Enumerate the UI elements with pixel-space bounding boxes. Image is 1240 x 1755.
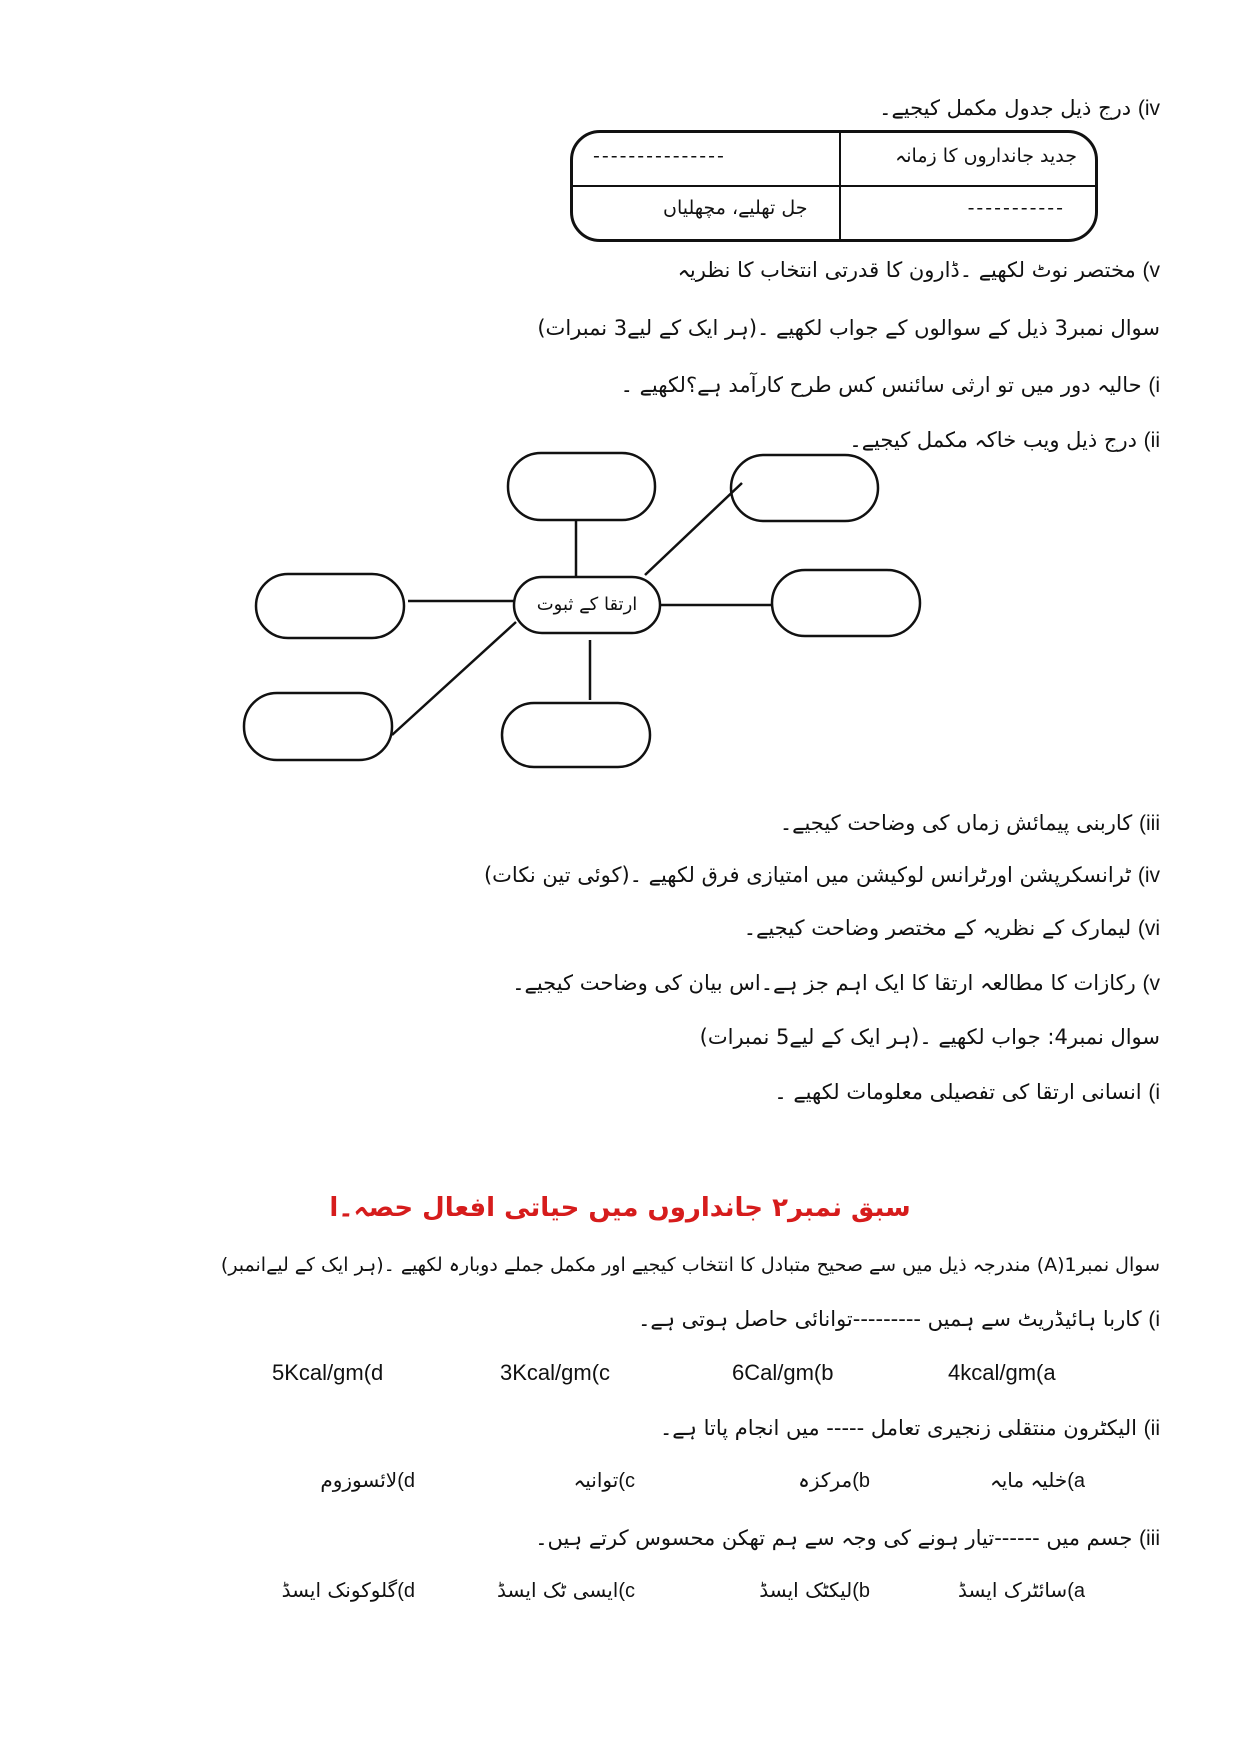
option-text: توانیہ: [573, 1468, 619, 1492]
mcq-option: [282, 1578, 415, 1603]
mcq-ii: [660, 1413, 1160, 1444]
mcq-iii: [535, 1523, 1160, 1554]
question-number: v): [1142, 259, 1160, 282]
mcq-option: [798, 1468, 870, 1493]
mcq-option: [759, 1578, 870, 1603]
mcq-option: 6Cal/gm(b: [732, 1360, 834, 1385]
mcq-option: 5Kcal/gm(d: [272, 1360, 384, 1385]
option-letter: c): [618, 1470, 635, 1492]
table-cell: جل تھلیے، مچھلیاں: [663, 197, 808, 219]
question-number: vi): [1137, 917, 1160, 940]
question-text: مختصر نوٹ لکھیے ۔ڈارون کا قدرتی انتخاب کا نظریہ: [677, 258, 1136, 282]
mcq-option: [574, 1468, 635, 1493]
mcq-option: [990, 1468, 1085, 1493]
mcq-option: [320, 1468, 415, 1493]
question-4-heading: [700, 1022, 1160, 1052]
question-text: ٹرانسکرپشن اورٹرانس لوکیشن میں امتیازی فرق لکھیے ۔(کوئی تین نکات): [483, 863, 1132, 887]
question-text: سوال نمبر4: جواب لکھیے ۔(ہر ایک کے لیے5 نمبرات): [699, 1025, 1160, 1049]
question-text: حالیہ دور میں تو ارثی سائنس کس طرح کارآمد ہے؟لکھیے ۔: [620, 373, 1142, 397]
question-text: کاربا ہائیڈریٹ سے ہمیں ---------توانائی حاصل ہوتی ہے۔: [638, 1307, 1142, 1331]
question-number: iii): [1139, 1527, 1160, 1550]
connector-line: [392, 622, 516, 735]
option-text: لائسوزوم: [320, 1468, 398, 1492]
option-letter: b): [852, 1470, 870, 1492]
section-question-1: [221, 1250, 1160, 1280]
option-text: گلوکونک ایسڈ: [281, 1578, 398, 1602]
question-number: ii): [1143, 429, 1160, 452]
mcq-option: [958, 1578, 1085, 1603]
question-text: رکازات کا مطالعہ ارتقا کا ایک اہم جز ہے۔اس بیان کی وضاحت کیجیے۔: [512, 971, 1136, 995]
question-text: انسانی ارتقا کی تفصیلی معلومات لکھیے ۔: [774, 1080, 1142, 1104]
option-letter: d): [397, 1580, 415, 1602]
mcq-i: [638, 1304, 1160, 1335]
question-iii: [780, 808, 1160, 839]
web-node-empty: [256, 574, 404, 638]
question-text: الیکٹرون منتقلی زنجیری تعامل ----- میں انجام پاتا ہے۔: [659, 1416, 1137, 1440]
web-node-empty: [731, 455, 878, 521]
option-text: ایسی ٹک ایسڈ: [497, 1578, 619, 1602]
option-text: سائٹرک ایسڈ: [957, 1578, 1068, 1602]
question-v-fossils: [512, 968, 1160, 999]
mcq-option: 3Kcal/gm(c: [500, 1360, 611, 1385]
question-number: i): [1148, 1081, 1160, 1104]
question-text: سوال نمبر3 ذیل کے سوالوں کے جواب لکھیے ۔(ہر ایک کے لیے3 نمبرات): [537, 316, 1160, 340]
question-number: v): [1142, 972, 1160, 995]
question-vi: [744, 913, 1160, 944]
question-i-human: [774, 1077, 1160, 1108]
web-node-empty: [502, 703, 650, 767]
mcq-option: [497, 1578, 635, 1603]
option-letter: a): [1067, 1470, 1085, 1492]
connector-line: [645, 483, 742, 575]
question-number: iv): [1137, 97, 1160, 120]
web-node-empty: [244, 693, 392, 760]
lesson-title: سبق نمبر۲ جانداروں میں حیاتی افعال حصہ۔ا: [329, 1193, 911, 1223]
option-letter: d): [397, 1470, 415, 1492]
table-cell: جدید جانداروں کا زمانہ: [895, 145, 1077, 167]
question-number: iii): [1139, 812, 1160, 835]
web-node-empty: [772, 570, 920, 636]
option-text: خلیہ مایہ: [990, 1468, 1068, 1492]
question-text: لیمارک کے نظریہ کے مختصر وضاحت کیجیے۔: [743, 916, 1132, 940]
table-cell: ---------------: [593, 145, 726, 167]
option-letter: a): [1067, 1580, 1085, 1602]
mcq-option: 4kcal/gm(a: [948, 1360, 1056, 1385]
question-text: درج ذیل جدول مکمل کیجیے۔: [879, 96, 1132, 120]
web-center-label: ارتقا کے ثبوت: [536, 594, 638, 615]
question-text: درج ذیل ویب خاکہ مکمل کیجیے۔: [849, 428, 1137, 452]
question-text: جسم میں ------تیار ہونے کی وجہ سے ہم تھکن محسوس کرتے ہیں۔: [535, 1526, 1133, 1550]
option-letter: b): [852, 1580, 870, 1602]
table-cell: -----------: [967, 197, 1065, 219]
question-text: سوال نمبر1(A) مندرجہ ذیل میں سے صحیح متبادل کا انتخاب کیجیے اور مکمل جملے دوبارہ لکھیے ۔(ہر ایک کے لیےانمبر): [220, 1254, 1160, 1276]
web-node-empty: [508, 453, 655, 520]
question-iv-diff: [484, 860, 1160, 891]
question-number: ii): [1143, 1417, 1160, 1440]
option-text: مرکزہ: [798, 1468, 853, 1492]
option-letter: c): [618, 1580, 635, 1602]
question-text: کاربنی پیمائش زماں کی وضاحت کیجیے۔: [779, 811, 1133, 835]
question-number: iv): [1137, 864, 1160, 887]
question-number: i): [1148, 374, 1160, 397]
option-text: لیکٹک ایسڈ: [759, 1578, 853, 1602]
question-number: i): [1148, 1308, 1160, 1331]
